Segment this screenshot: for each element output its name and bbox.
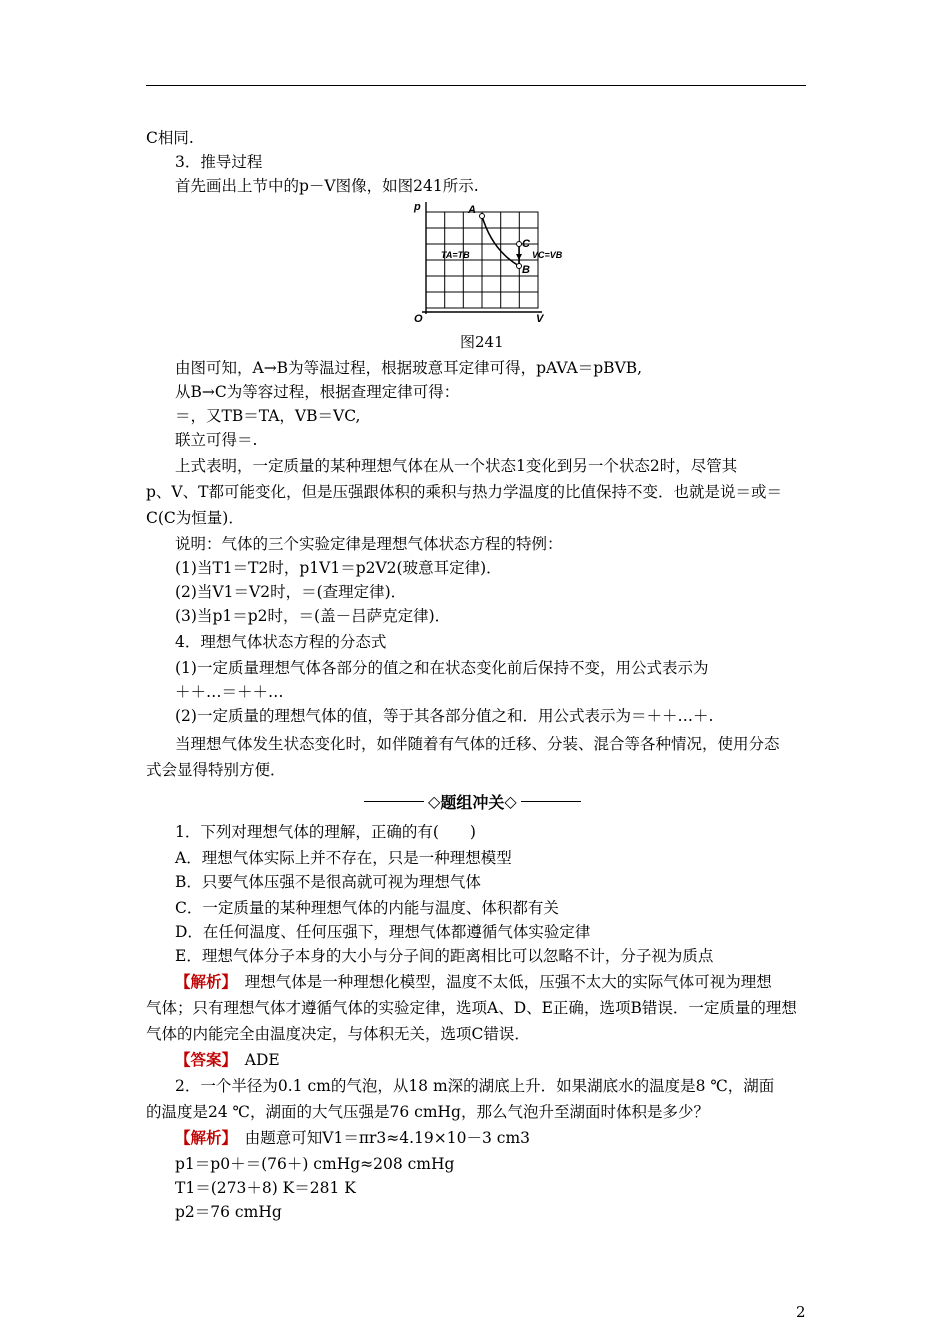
text-line: 由图可知，A→B为等温过程，根据玻意耳定律可得，pAVA＝pBVB,	[175, 359, 643, 377]
analysis-line	[175, 972, 772, 992]
text-line: 联立可得＝.	[175, 431, 258, 449]
text-line: (2)一定质量的理想气体的值，等于其各部分值之和．用公式表示为＝＋＋…＋.	[175, 707, 714, 725]
diamond-icon: ◇	[428, 792, 441, 811]
question-stem: 1．下列对理想气体的理解，正确的有( )	[175, 823, 476, 841]
analysis-text: 由题意可知V1＝πr3≈4.19×10－3 cm3	[229, 1129, 531, 1147]
text-line: C相同.	[146, 129, 194, 147]
figure-caption: 图241	[460, 333, 504, 351]
text-line: ＝，又TB＝TA，VB＝VC,	[175, 407, 361, 425]
text-line: 说明：气体的三个实验定律是理想气体状态方程的特例：	[175, 535, 563, 553]
text-line: (2)当V1＝V2时，＝(查理定律)．	[175, 583, 407, 601]
point-b-marker	[517, 264, 522, 269]
question-stem: 2．一个半径为0.1 cm的气泡，从18 m深的湖底上升．如果湖底水的温度是8 ℃，湖面	[175, 1077, 775, 1095]
text-line: p、V、T都可能变化，但是压强跟体积的乘积与热力学温度的比值保持不变．也就是说＝或＝	[146, 483, 782, 501]
text-line: (3)当p1＝p2时，＝(盖－吕萨克定律)．	[175, 607, 451, 625]
origin-label: O	[414, 313, 423, 325]
text-line: (1)当T1＝T2时，p1V1＝p2V2(玻意耳定律)．	[175, 559, 502, 577]
divider	[364, 801, 424, 802]
point-c-marker	[517, 242, 522, 247]
text-line: ＋＋…＝＋＋…	[175, 683, 284, 701]
point-c-label: C	[522, 238, 530, 250]
point-a-marker	[480, 214, 485, 219]
header-rule	[146, 85, 806, 86]
subheading: 3．推导过程	[175, 153, 263, 171]
option-b: B．只要气体压强不是很高就可视为理想气体	[175, 873, 481, 891]
pv-diagram	[408, 198, 578, 326]
text-line: 的温度是24 ℃，湖面的大气压强是76 cmHg，那么气泡升至湖面时体积是多少？	[146, 1103, 709, 1121]
diamond-icon: ◇	[504, 792, 517, 811]
text-line: 首先画出上节中的p－V图像，如图241所示.	[175, 177, 479, 195]
option-d: D．在任何温度、任何压强下，理想气体都遵循气体实验定律	[175, 923, 591, 941]
text-line: 从B→C为等容过程，根据查理定律可得：	[175, 383, 460, 401]
answer-tag: 【答案】	[175, 1050, 230, 1069]
axis-v-label: V	[536, 313, 544, 325]
text-line: 当理想气体发生状态变化时，如伴随着有气体的迁移、分装、混合等各种情况，使用分态	[175, 735, 780, 753]
isochore-label: VC=VB	[532, 250, 563, 260]
divider	[521, 801, 581, 802]
option-c: C．一定质量的某种理想气体的内能与温度、体积都有关	[175, 899, 559, 917]
section-title-text: 题组冲关	[440, 793, 505, 812]
point-b-label: B	[522, 264, 530, 276]
answer-line	[175, 1050, 280, 1070]
arrow-icon	[516, 254, 522, 260]
section-title	[360, 790, 585, 813]
text-line: 上式表明，一定质量的某种理想气体在从一个状态1变化到另一个状态2时，尽管其	[175, 457, 738, 475]
axis-p-label: p	[414, 201, 421, 213]
analysis-line	[175, 1128, 530, 1148]
text-line: (1)一定质量理想气体各部分的值之和在状态变化前后保持不变，用公式表示为	[175, 659, 709, 677]
text-line: C(C为恒量)．	[146, 509, 244, 527]
isotherm-label: TA=TB	[441, 250, 470, 260]
analysis-tag: 【解析】	[175, 1128, 230, 1147]
page-number: 2	[796, 1303, 806, 1321]
text-line: 气体的内能完全由温度决定，与体积无关，选项C错误．	[146, 1025, 530, 1043]
option-a: A．理想气体实际上并不存在，只是一种理想模型	[175, 849, 512, 867]
text-line: 气体；只有理想气体才遵循气体的实验定律，选项A、D、E正确，选项B错误．一定质量的理想	[146, 999, 797, 1017]
analysis-text: 理想气体是一种理想化模型，温度不太低，压强不太大的实际气体可视为理想	[229, 973, 772, 991]
option-e: E．理想气体分子本身的大小与分子间的距离相比可以忽略不计，分子视为质点	[175, 947, 714, 965]
analysis-tag: 【解析】	[175, 972, 230, 991]
formula-line: T1＝(273＋8) K＝281 K	[175, 1179, 356, 1197]
formula-line: p2＝76 cmHg	[175, 1203, 282, 1221]
point-a-label: A	[468, 204, 476, 216]
text-line: 式会显得特别方便．	[146, 761, 286, 779]
answer-text: ADE	[229, 1051, 280, 1069]
subheading: 4．理想气体状态方程的分态式	[175, 633, 387, 651]
formula-line: p1＝p0＋＝(76＋) cmHg≈208 cmHg	[175, 1155, 455, 1173]
